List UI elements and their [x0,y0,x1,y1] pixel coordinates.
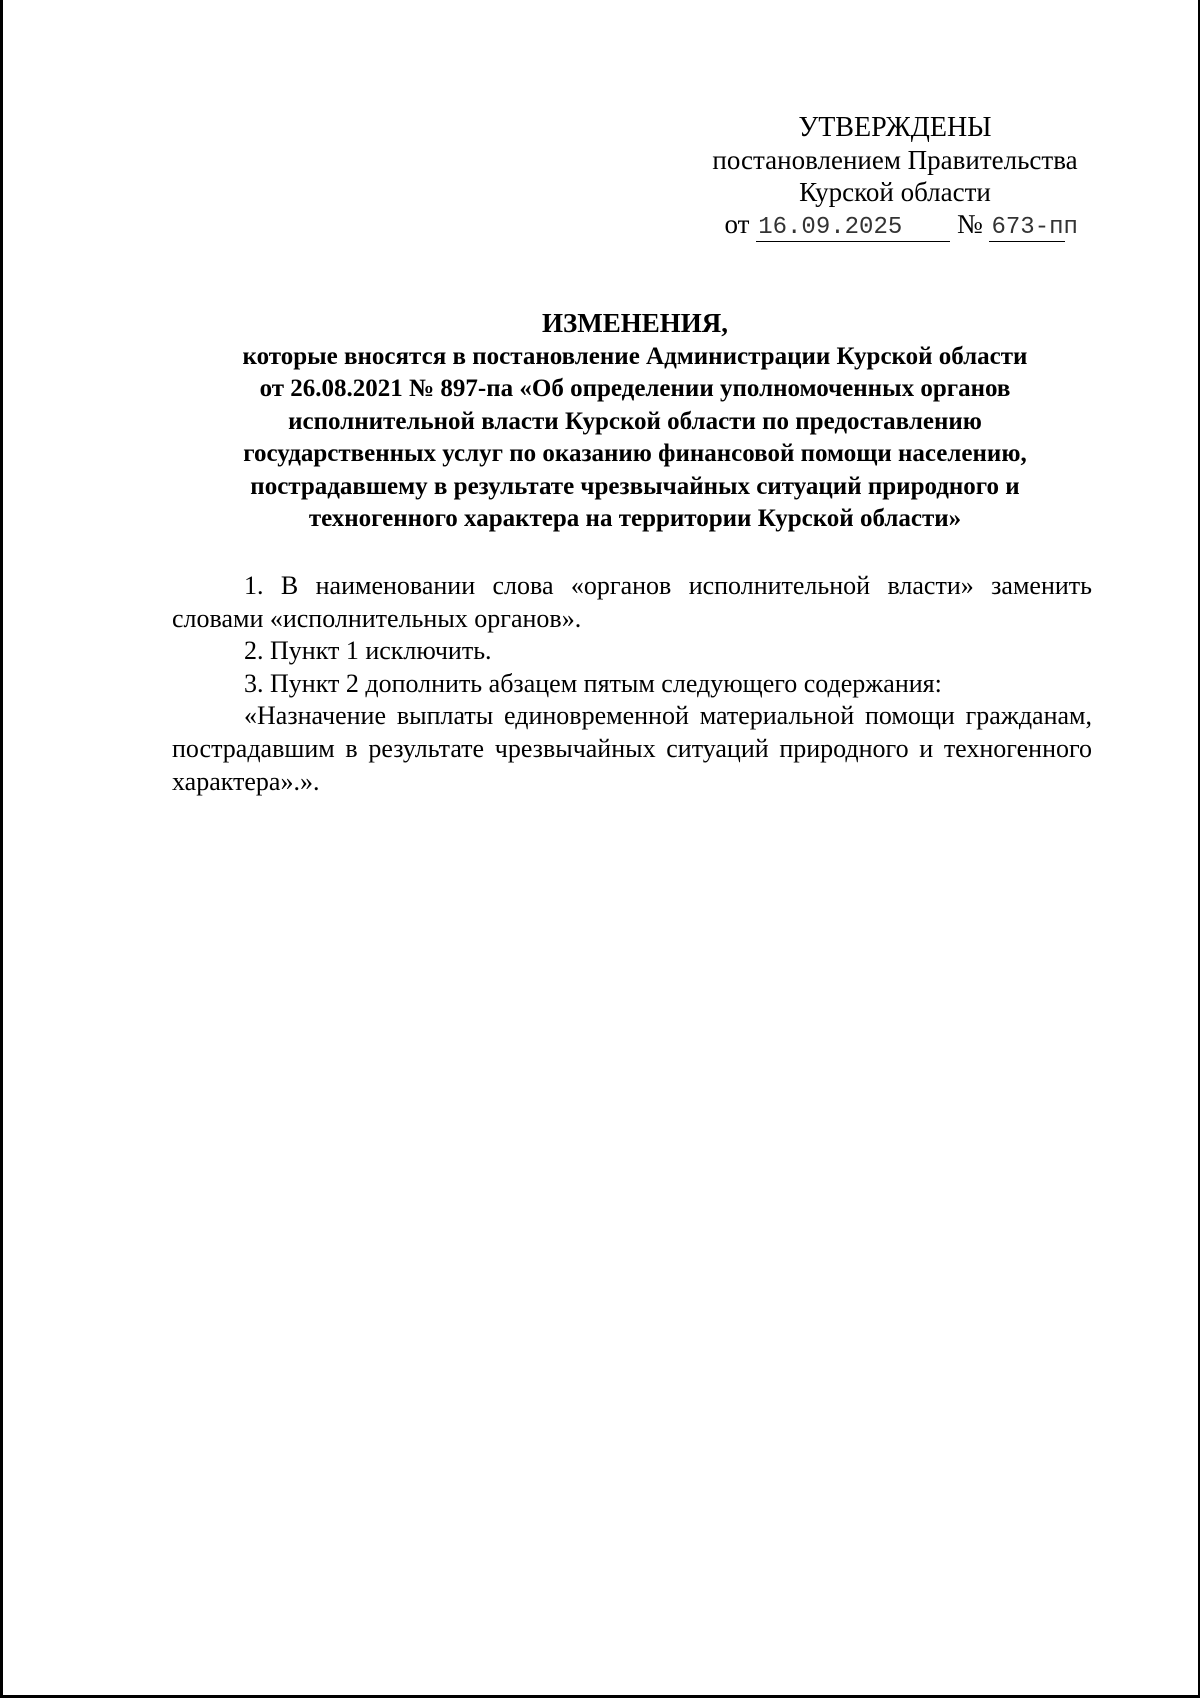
paragraph-4: «Назначение выплаты единовременной материальной помощи гражданам, пострадавшим в результате чрезвычайных ситуаций природного и техногенного характера».». [172,701,1092,796]
document-body [172,570,1092,798]
date-prefix: от [724,209,750,239]
title-heading: ИЗМЕНЕНИЯ, [541,308,728,338]
title-line: которые вносятся в постановление Администрации Курской области [242,342,1028,370]
approval-line-2: Курской области [799,177,991,207]
paragraph-3: 3. Пункт 2 дополнить абзацем пятым следующего содержания: [244,668,942,698]
title-line: пострадавшему в результате чрезвычайных ситуаций природного и [250,472,1020,500]
paragraph-1: 1. В наименовании слова «органов исполнительной власти» заменить словами «исполнительных органов». [172,571,1092,633]
approval-heading: УТВЕРЖДЕНЫ [798,112,992,143]
title-line: исполнительной власти Курской области по предоставлению [288,407,982,435]
date-field: 16.09.2025 [756,215,950,242]
number-field: 673-пп [991,214,1078,241]
number-prefix: № [956,209,983,239]
approval-date-line [690,208,1100,242]
document-title [170,307,1100,536]
title-line: техногенного характера на территории Курской области» [308,505,962,532]
paragraph-2: 2. Пункт 1 исключить. [244,636,492,666]
title-line: государственных услуг по оказанию финансовой помощи населению, [243,440,1027,467]
approval-line-1: постановлением Правительства [712,145,1078,175]
approval-block [690,112,1100,242]
page-edge-left [0,0,3,1698]
title-line: от 26.08.2021 № 897-па «Об определении уполномоченных органов [259,375,1011,402]
